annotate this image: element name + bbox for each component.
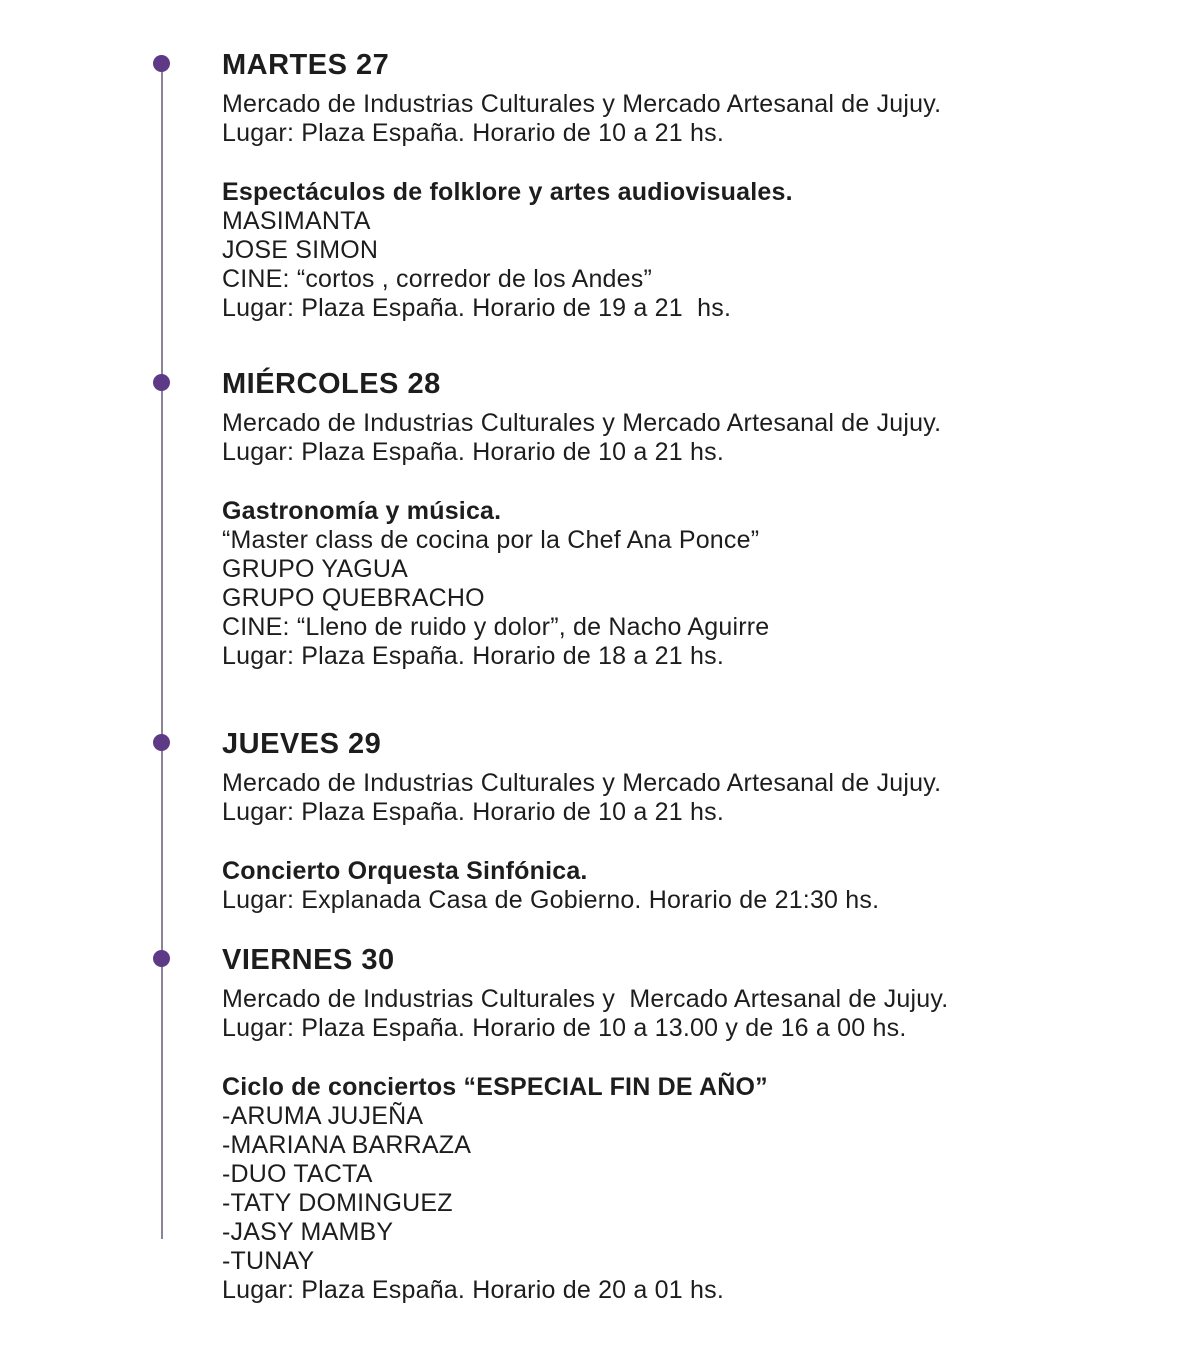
day-title: JUEVES 29 [222, 728, 382, 760]
intro-line: Mercado de Industrias Culturales y Mercado Artesanal de Jujuy. [222, 409, 942, 437]
event-line: -DUO TACTA [222, 1160, 373, 1188]
intro-line: Lugar: Plaza España. Horario de 10 a 21 hs. [222, 119, 724, 147]
intro-line: Mercado de Industrias Culturales y Mercado Artesanal de Jujuy. [222, 90, 942, 118]
event-line: GRUPO QUEBRACHO [222, 584, 485, 612]
event-line: Lugar: Plaza España. Horario de 20 a 01 hs. [222, 1276, 724, 1304]
event-block [222, 178, 1140, 323]
day-section-miercoles-28 [222, 367, 1140, 671]
intro-line: Mercado de Industrias Culturales y Mercado Artesanal de Jujuy. [222, 985, 949, 1013]
event-heading: Gastronomía y música. [222, 497, 502, 525]
event-line: -TATY DOMINGUEZ [222, 1189, 453, 1217]
event-line: -TUNAY [222, 1247, 315, 1275]
day-intro [222, 985, 1140, 1043]
event-heading: Espectáculos de folklore y artes audiovisuales. [222, 178, 793, 206]
event-line: CINE: “cortos , corredor de los Andes” [222, 265, 652, 293]
event-line: Lugar: Plaza España. Horario de 19 a 21 hs. [222, 294, 732, 322]
day-title: VIERNES 30 [222, 944, 395, 976]
event-line: MASIMANTA [222, 207, 371, 235]
timeline-dot [153, 374, 170, 391]
day-intro [222, 769, 1140, 827]
event-line: Lugar: Plaza España. Horario de 18 a 21 hs. [222, 642, 724, 670]
event-block [222, 1073, 1140, 1305]
day-section-viernes-30 [222, 943, 1140, 1305]
intro-line: Lugar: Plaza España. Horario de 10 a 21 hs. [222, 438, 724, 466]
event-line: Lugar: Explanada Casa de Gobierno. Horario de 21:30 hs. [222, 886, 880, 914]
day-intro [222, 90, 1140, 148]
day-title: MARTES 27 [222, 49, 390, 81]
intro-line: Mercado de Industrias Culturales y Mercado Artesanal de Jujuy. [222, 769, 942, 797]
intro-line: Lugar: Plaza España. Horario de 10 a 13.00 y de 16 a 00 hs. [222, 1014, 907, 1042]
event-heading: Ciclo de conciertos “ESPECIAL FIN DE AÑO” [222, 1073, 768, 1101]
event-line: -JASY MAMBY [222, 1218, 394, 1246]
timeline-dot [153, 734, 170, 751]
day-section-martes-27 [222, 48, 1140, 323]
day-section-jueves-29 [222, 727, 1140, 915]
event-line: -MARIANA BARRAZA [222, 1131, 472, 1159]
event-block [222, 857, 1140, 915]
event-line: GRUPO YAGUA [222, 555, 409, 583]
timeline-dot [153, 950, 170, 967]
intro-line: Lugar: Plaza España. Horario de 10 a 21 hs. [222, 798, 724, 826]
event-line: -ARUMA JUJEÑA [222, 1102, 424, 1130]
event-line: JOSE SIMON [222, 236, 379, 264]
event-line: CINE: “Lleno de ruido y dolor”, de Nacho Aguirre [222, 613, 770, 641]
event-block [222, 497, 1140, 671]
timeline-dot [153, 55, 170, 72]
day-intro [222, 409, 1140, 467]
event-line: “Master class de cocina por la Chef Ana Ponce” [222, 526, 760, 554]
event-heading: Concierto Orquesta Sinfónica. [222, 857, 588, 885]
day-title: MIÉRCOLES 28 [222, 368, 441, 400]
